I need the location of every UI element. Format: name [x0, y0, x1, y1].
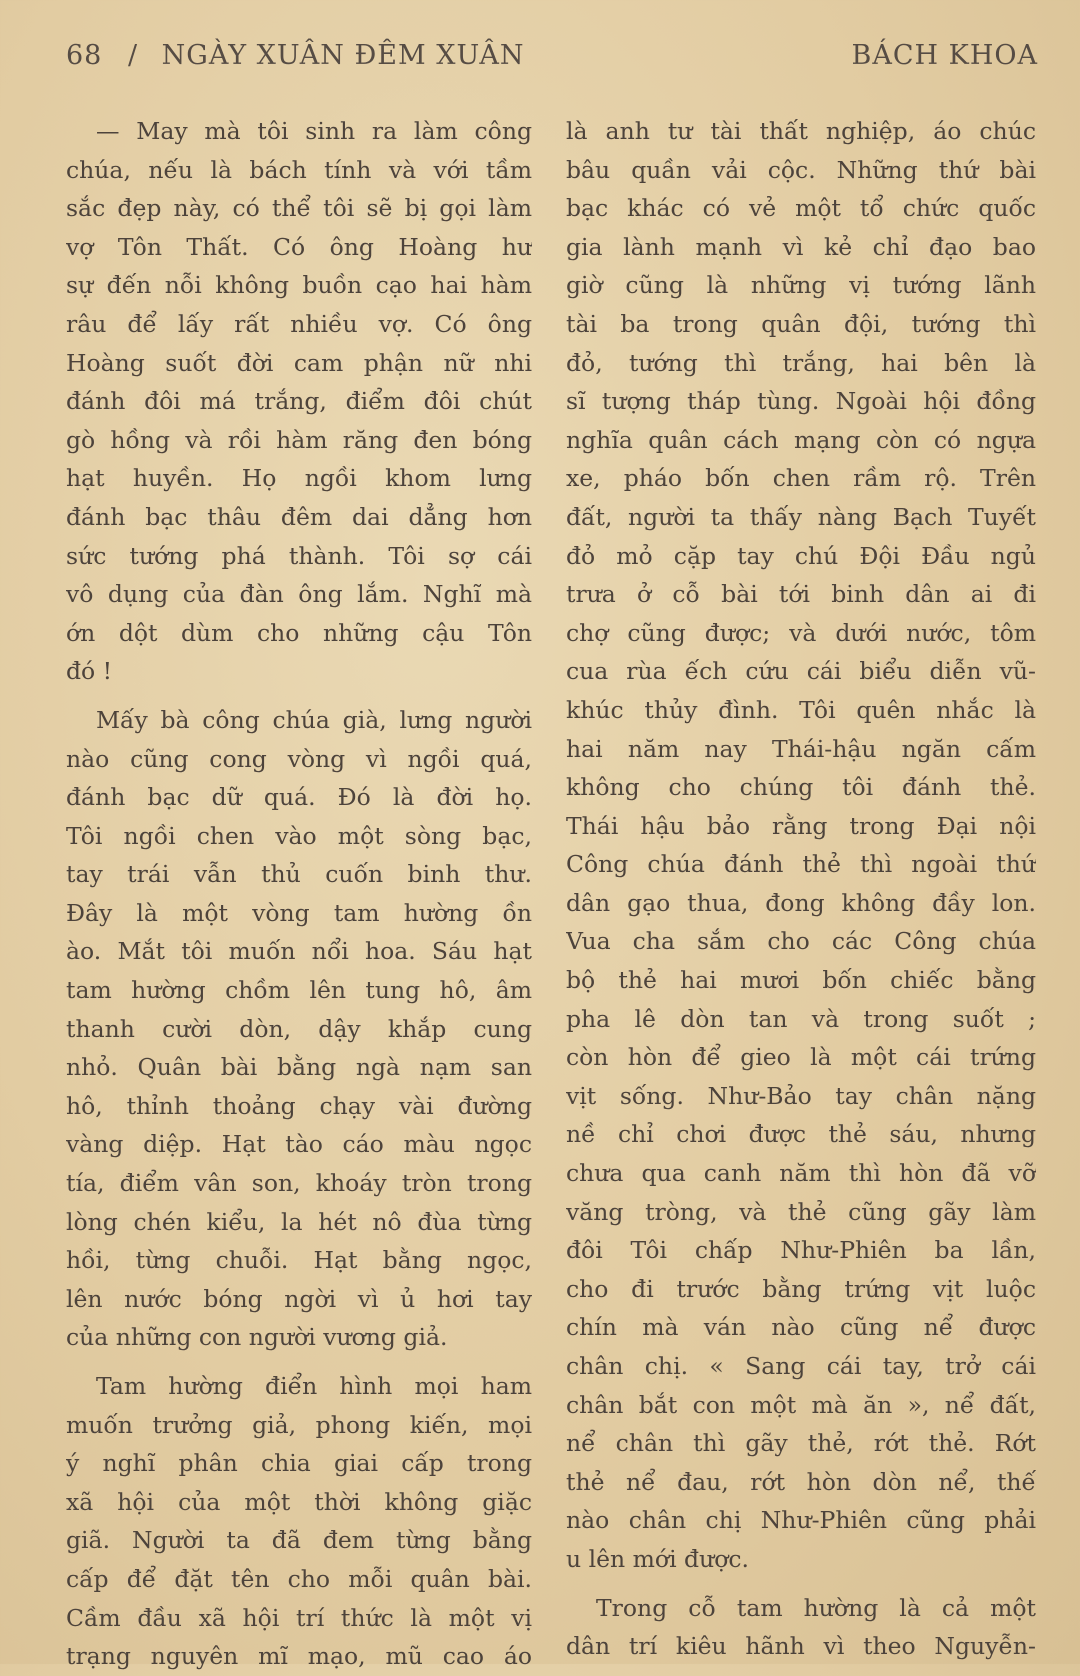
- text-line: đánh đôi má trắng, điểm đôi chút: [66, 387, 532, 416]
- text-line: nào chân chị Như-Phiên cũng phải: [566, 1506, 1036, 1535]
- text-line: xã hội của một thời không giặc: [66, 1487, 532, 1516]
- text-line: của những con người vương giả.: [66, 1323, 448, 1352]
- text-line: gia lành mạnh vì kẻ chỉ đạo bao: [566, 232, 1036, 261]
- magazine-name: BÁCH KHOA: [851, 40, 1038, 71]
- text-line: vàng diệp. Hạt tào cáo màu ngọc: [66, 1130, 532, 1159]
- section-title: NGÀY XUÂN ĐÊM XUÂN: [161, 40, 525, 71]
- paragraph-gap: [566, 1579, 1036, 1589]
- text-line: chân chị. « Sang cái tay, trở cái: [566, 1352, 1036, 1380]
- header-separator: /: [127, 40, 139, 71]
- text-line: tía, điểm vân son, khoáy tròn trong: [66, 1169, 532, 1198]
- header-left: [66, 40, 525, 71]
- text-line: pha lê dòn tan và trong suốt ;: [566, 1004, 1036, 1033]
- page-number: 68: [66, 40, 103, 71]
- text-line: tài ba trong quân đội, tướng thì: [566, 309, 1036, 338]
- text-line: hai năm nay Thái-hậu ngăn cấm: [566, 734, 1036, 763]
- text-line: giờ cũng là những vị tướng lãnh: [566, 271, 1036, 300]
- text-line: Cầm đầu xã hội trí thức là một vị: [66, 1603, 532, 1632]
- text-line: Mấy bà công chúa già, lưng người: [96, 705, 532, 734]
- text-line: sức tướng phá thành. Tôi sợ cái: [66, 541, 532, 570]
- text-line: đất, người ta thấy nàng Bạch Tuyết: [566, 502, 1036, 531]
- text-line: đó !: [66, 657, 113, 686]
- text-line: hồi, từng chuỗi. Hạt bằng ngọc,: [66, 1246, 532, 1275]
- text-line: thanh cười dòn, dậy khắp cung: [66, 1014, 532, 1043]
- right-text-column: [566, 112, 1036, 1666]
- text-line: bâu quần vải cộc. Những thứ bài: [566, 155, 1036, 184]
- text-line: gò hồng và rồi hàm răng đen bóng: [66, 425, 532, 454]
- text-line: hạt huyền. Họ ngồi khom lưng: [66, 464, 532, 493]
- paragraph-gap: [66, 1357, 532, 1367]
- text-line: Đây là một vòng tam hường ồn: [66, 898, 532, 927]
- text-line: đôi Tôi chấp Như-Phiên ba lần,: [566, 1236, 1036, 1265]
- text-line: muốn trưởng giả, phong kiến, mọi: [66, 1410, 532, 1439]
- text-line: đỏ, tướng thì trắng, hai bên là: [566, 348, 1036, 377]
- text-line: chín mà ván nào cũng nể được: [566, 1313, 1036, 1342]
- text-line: khúc thủy đình. Tôi quên nhắc là: [566, 695, 1036, 724]
- text-line: vô dụng của đàn ông lắm. Nghĩ mà: [66, 580, 532, 609]
- text-line: nể chân thì gãy thẻ, rớt thẻ. Rớt: [566, 1429, 1036, 1458]
- text-line: lòng chén kiểu, la hét nô đùa từng: [66, 1207, 532, 1236]
- text-line: tay trái vẫn thủ cuốn binh thư.: [66, 860, 532, 889]
- text-line: xe, pháo bốn chen rầm rộ. Trên: [566, 464, 1036, 493]
- text-line: sắc đẹp này, có thể tôi sẽ bị gọi làm: [66, 194, 532, 223]
- text-line: Tôi ngồi chen vào một sòng bạc,: [66, 821, 532, 850]
- text-line: không cho chúng tôi đánh thẻ.: [566, 773, 1036, 802]
- text-line: chưa qua canh năm thì hòn đã vỡ: [566, 1159, 1036, 1188]
- text-line: đánh bạc dữ quá. Đó là đời họ.: [66, 783, 532, 812]
- text-line: cua rùa ếch cứu cái biểu diễn vũ-: [566, 657, 1036, 686]
- text-line: tam hường chồm lên tung hô, âm: [66, 976, 532, 1005]
- text-line: Tam hường điển hình mọi ham: [96, 1372, 532, 1400]
- text-line: cho đi trước bằng trứng vịt luộc: [566, 1274, 1036, 1303]
- text-line: Công chúa đánh thẻ thì ngoài thứ: [566, 850, 1036, 879]
- text-line: nề chỉ chơi được thẻ sáu, nhưng: [566, 1120, 1036, 1149]
- text-line: râu để lấy rất nhiều vợ. Có ông: [66, 309, 532, 338]
- text-line: nhỏ. Quân bài bằng ngà nạm san: [66, 1053, 532, 1082]
- text-line: vợ Tôn Thất. Có ông Hoàng hư: [66, 232, 532, 261]
- text-line: sĩ tượng tháp tùng. Ngoài hội đồng: [566, 387, 1036, 416]
- text-line: sự đến nỗi không buồn cạo hai hàm: [66, 271, 532, 300]
- paragraph-gap: [66, 691, 532, 701]
- text-line: giã. Người ta đã đem từng bằng: [66, 1526, 532, 1555]
- text-line: dân trí kiêu hãnh vì theo Nguyễn-: [566, 1632, 1036, 1661]
- text-line: còn hòn để gieo là một cái trứng: [566, 1043, 1036, 1072]
- text-line: Hoàng suốt đời cam phận nữ nhi: [66, 348, 532, 377]
- text-line: Vua cha sắm cho các Công chúa: [566, 927, 1036, 956]
- text-line: vịt sống. Như-Bảo tay chân nặng: [566, 1081, 1036, 1110]
- text-line: trạng nguyên mĩ mạo, mũ cao áo: [66, 1642, 532, 1671]
- text-line: Trong cỗ tam hường là cả một: [596, 1593, 1036, 1622]
- text-line: đánh bạc thâu đêm dai dẳng hơn: [66, 502, 532, 531]
- text-line: nào cũng cong vòng vì ngồi quá,: [66, 744, 532, 773]
- text-line: — May mà tôi sinh ra làm công: [96, 117, 532, 145]
- text-line: ớn dột dùm cho những cậu Tôn: [66, 618, 532, 647]
- text-line: đỏ mỏ cặp tay chú Đội Đầu ngủ: [566, 541, 1036, 570]
- text-line: trưa ở cỗ bài tới binh dân ai đi: [566, 580, 1036, 609]
- text-line: dân gạo thua, đong không đầy lon.: [566, 888, 1036, 917]
- text-line: là anh tư tài thất nghiệp, áo chúc: [566, 117, 1036, 145]
- left-text-column: [66, 112, 532, 1676]
- text-line: ý nghĩ phân chia giai cấp trong: [66, 1449, 532, 1478]
- text-line: chúa, nếu là bách tính và với tầm: [66, 155, 532, 184]
- text-line: Thái hậu bảo rằng trong Đại nội: [566, 811, 1036, 840]
- text-line: chợ cũng được; và dưới nước, tôm: [566, 618, 1036, 647]
- text-line: thẻ nể đau, rớt hòn dòn nể, thế: [566, 1467, 1036, 1496]
- text-line: bạc khác có vẻ một tổ chức quốc: [566, 194, 1036, 223]
- text-line: nghĩa quân cách mạng còn có ngựa: [566, 425, 1036, 454]
- text-line: chân bắt con một mà ăn », nể đất,: [566, 1390, 1036, 1419]
- text-line: cấp để đặt tên cho mỗi quân bài.: [66, 1564, 532, 1593]
- text-line: ào. Mắt tôi muốn nổi hoa. Sáu hạt: [66, 937, 532, 966]
- text-line: u lên mới được.: [566, 1544, 750, 1573]
- text-line: lên nước bóng ngời vì ủ hơi tay: [66, 1284, 532, 1313]
- text-line: bộ thẻ hai mươi bốn chiếc bằng: [566, 966, 1036, 995]
- text-line: văng tròng, và thẻ cũng gãy làm: [566, 1197, 1036, 1226]
- text-line: hô, thỉnh thoảng chạy vài đường: [66, 1091, 532, 1120]
- running-header: [66, 40, 1038, 80]
